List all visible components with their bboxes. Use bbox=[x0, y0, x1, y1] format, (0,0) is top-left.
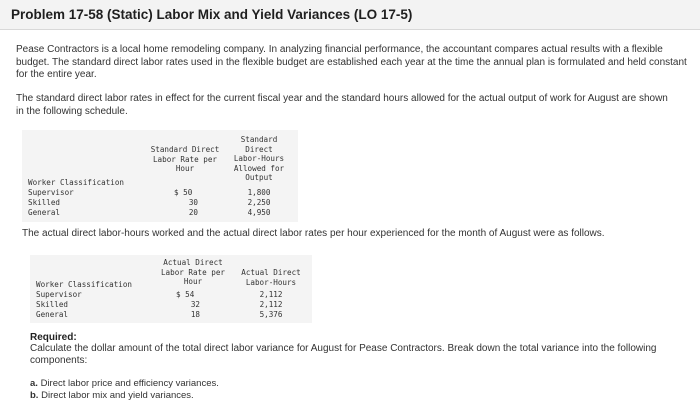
table-row-label: General bbox=[28, 208, 61, 217]
classification-header: Worker Classification bbox=[36, 280, 133, 289]
required-text: Calculate the dollar amount of the total direct labor variance for August for Pease Contractors. Break down the total variance into the following components: bbox=[30, 343, 657, 366]
standard-hours-header: Standard Direct Labor-Hours Allowed for Output bbox=[233, 135, 285, 183]
required-item-b: b. Direct labor mix and yield variances. bbox=[30, 390, 194, 401]
table-cell-rate: $ 50 bbox=[174, 188, 193, 197]
classification-header: Worker Classification bbox=[28, 178, 125, 187]
standard-rate-header: Standard Direct Labor Rate per Hour bbox=[150, 145, 220, 174]
actual-rate-header: Actual Direct Labor Rate per Hour bbox=[160, 258, 225, 287]
table-cell-rate: $ 54 bbox=[176, 290, 195, 299]
table-cell-rate: 20 bbox=[188, 208, 198, 217]
actual-hours-header: Actual Direct Labor-Hours bbox=[241, 268, 301, 287]
table-cell-rate: 18 bbox=[190, 310, 200, 319]
table-cell-hours: 4,950 bbox=[247, 208, 271, 217]
table-row-label: Skilled bbox=[28, 198, 61, 207]
required-heading: Required: bbox=[30, 332, 77, 343]
table-cell-hours: 2,250 bbox=[247, 198, 271, 207]
standard-labor-table bbox=[22, 130, 298, 222]
problem-header bbox=[0, 0, 700, 30]
table-row-label: General bbox=[36, 310, 69, 319]
required-item-a: a. Direct labor price and efficiency variances. bbox=[30, 378, 219, 389]
table-cell-hours: 1,800 bbox=[247, 188, 271, 197]
table-cell-rate: 30 bbox=[188, 198, 198, 207]
table-row-label: Skilled bbox=[36, 300, 69, 309]
table-cell-hours: 2,112 bbox=[259, 300, 283, 309]
problem-title: Problem 17-58 (Static) Labor Mix and Yield Variances (LO 17-5) bbox=[11, 7, 413, 22]
intro-paragraph: Pease Contractors is a local home remodeling company. In analyzing financial performance, the accountant compares actual results with a flexible budget. The standard direct labor rates used in the flexible budget are established each year at the time the annual plan is formulated and held constant for the entire year. bbox=[16, 44, 687, 81]
actual-labor-table bbox=[30, 255, 312, 323]
table-cell-hours: 2,112 bbox=[259, 290, 283, 299]
actual-intro-paragraph: The actual direct labor-hours worked and the actual direct labor rates per hour experienced for the month of August were as follows. bbox=[22, 228, 605, 239]
table-cell-rate: 32 bbox=[190, 300, 200, 309]
table-row-label: Supervisor bbox=[36, 290, 82, 299]
standard-intro-paragraph: The standard direct labor rates in effect for the current fiscal year and the standard hours allowed for the actual output of work for August are shown in the following schedule. bbox=[16, 93, 668, 117]
table-row-label: Supervisor bbox=[28, 188, 74, 197]
table-cell-hours: 5,376 bbox=[259, 310, 283, 319]
